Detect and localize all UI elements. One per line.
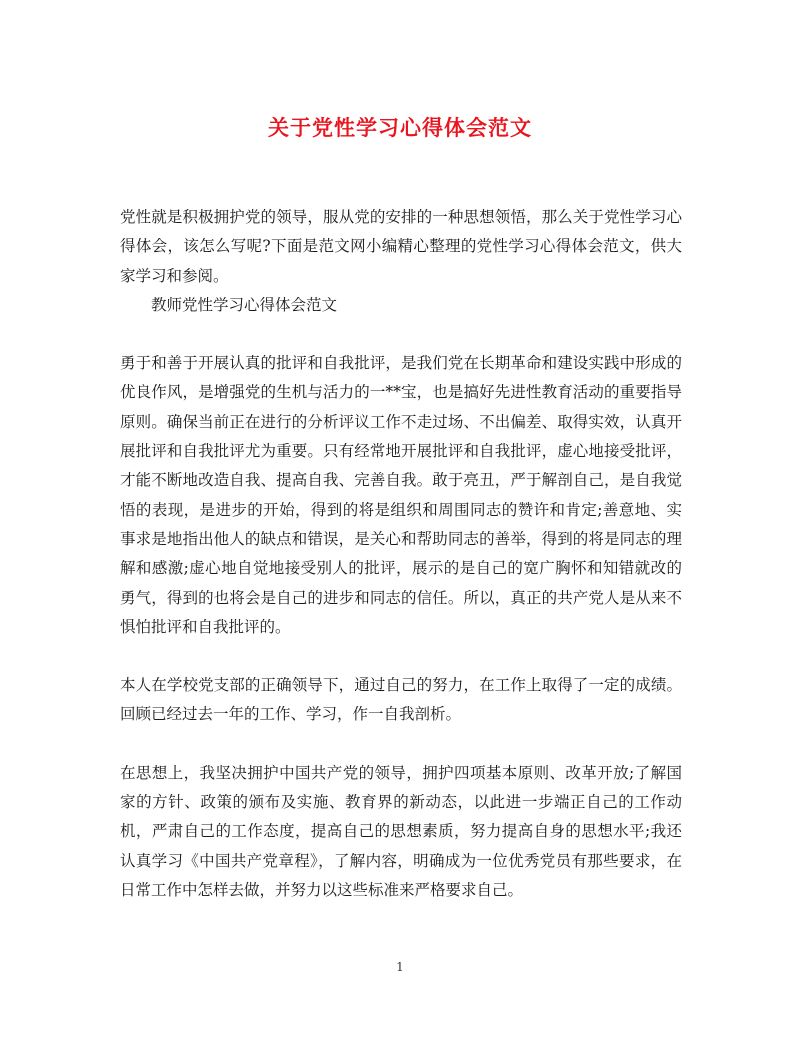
- section-subheading: 教师党性学习心得体会范文: [151, 295, 338, 314]
- intro-paragraph: 党性就是积极拥护党的领导，服从党的安排的一种思想领悟，那么关于党性学习心得体会，该怎么写呢?下面是范文网小编精心整理的党性学习心得体会范文，供大家学习和参阅。: [120, 208, 682, 285]
- document-title: 关于党性学习心得体会范文: [268, 115, 532, 140]
- page-number: 1: [396, 960, 404, 974]
- body-paragraph-1: 勇于和善于开展认真的批评和自我批评，是我们党在长期革命和建设实践中形成的优良作风，是增强党的生机与活力的一**宝，也是搞好先进性教育活动的重要指导原则。确保当前正在进行的分析评议工作不走过场、不出偏差、取得实效，认真开展批评和自我批评尤为重要。只有经常地开展批评和自我批评，虚心地接受批评，才能不断地改造自我、提高自我、完善自我。敢于亮丑，严于解剖自己，是自我觉悟的表现，是进步的开始，得到的将是组织和周围同志的赞许和肯定;善意地、实事求是地指出他人的缺点和错误，是关心和帮助同志的善举，得到的将是同志的理解和感激;虚心地自觉地接受别人的批评，展示的是自己的宽广胸怀和知错就改的勇气，得到的也将会是自己的进步和同志的信任。所以，真正的共产党人是从来不惧怕批评和自我批评的。: [120, 354, 682, 636]
- paragraph-gap: [120, 320, 682, 349]
- body-paragraph-2: 本人在学校党支部的正确领导下，通过自己的努力，在工作上取得了一定的成绩。回顾已经过去一年的工作、学习，作一自我剖析。: [120, 676, 682, 724]
- paragraph-gap: [120, 642, 682, 671]
- document-body: [120, 203, 682, 905]
- body-paragraph-3: 在思想上，我坚决拥护中国共产党的领导，拥护四项基本原则、改革开放;了解国家的方针、政策的颁布及实施、教育界的新动态，以此进一步端正自己的工作动机，严肃自己的工作态度，提高自己的思想素质，努力提高自身的思想水平;我还认真学习《中国共产党章程》，了解内容，明确成为一位优秀党员有那些要求，在日常工作中怎样去做，并努力以这些标准来严格要求自己。: [120, 763, 682, 899]
- paragraph-gap: [120, 730, 682, 759]
